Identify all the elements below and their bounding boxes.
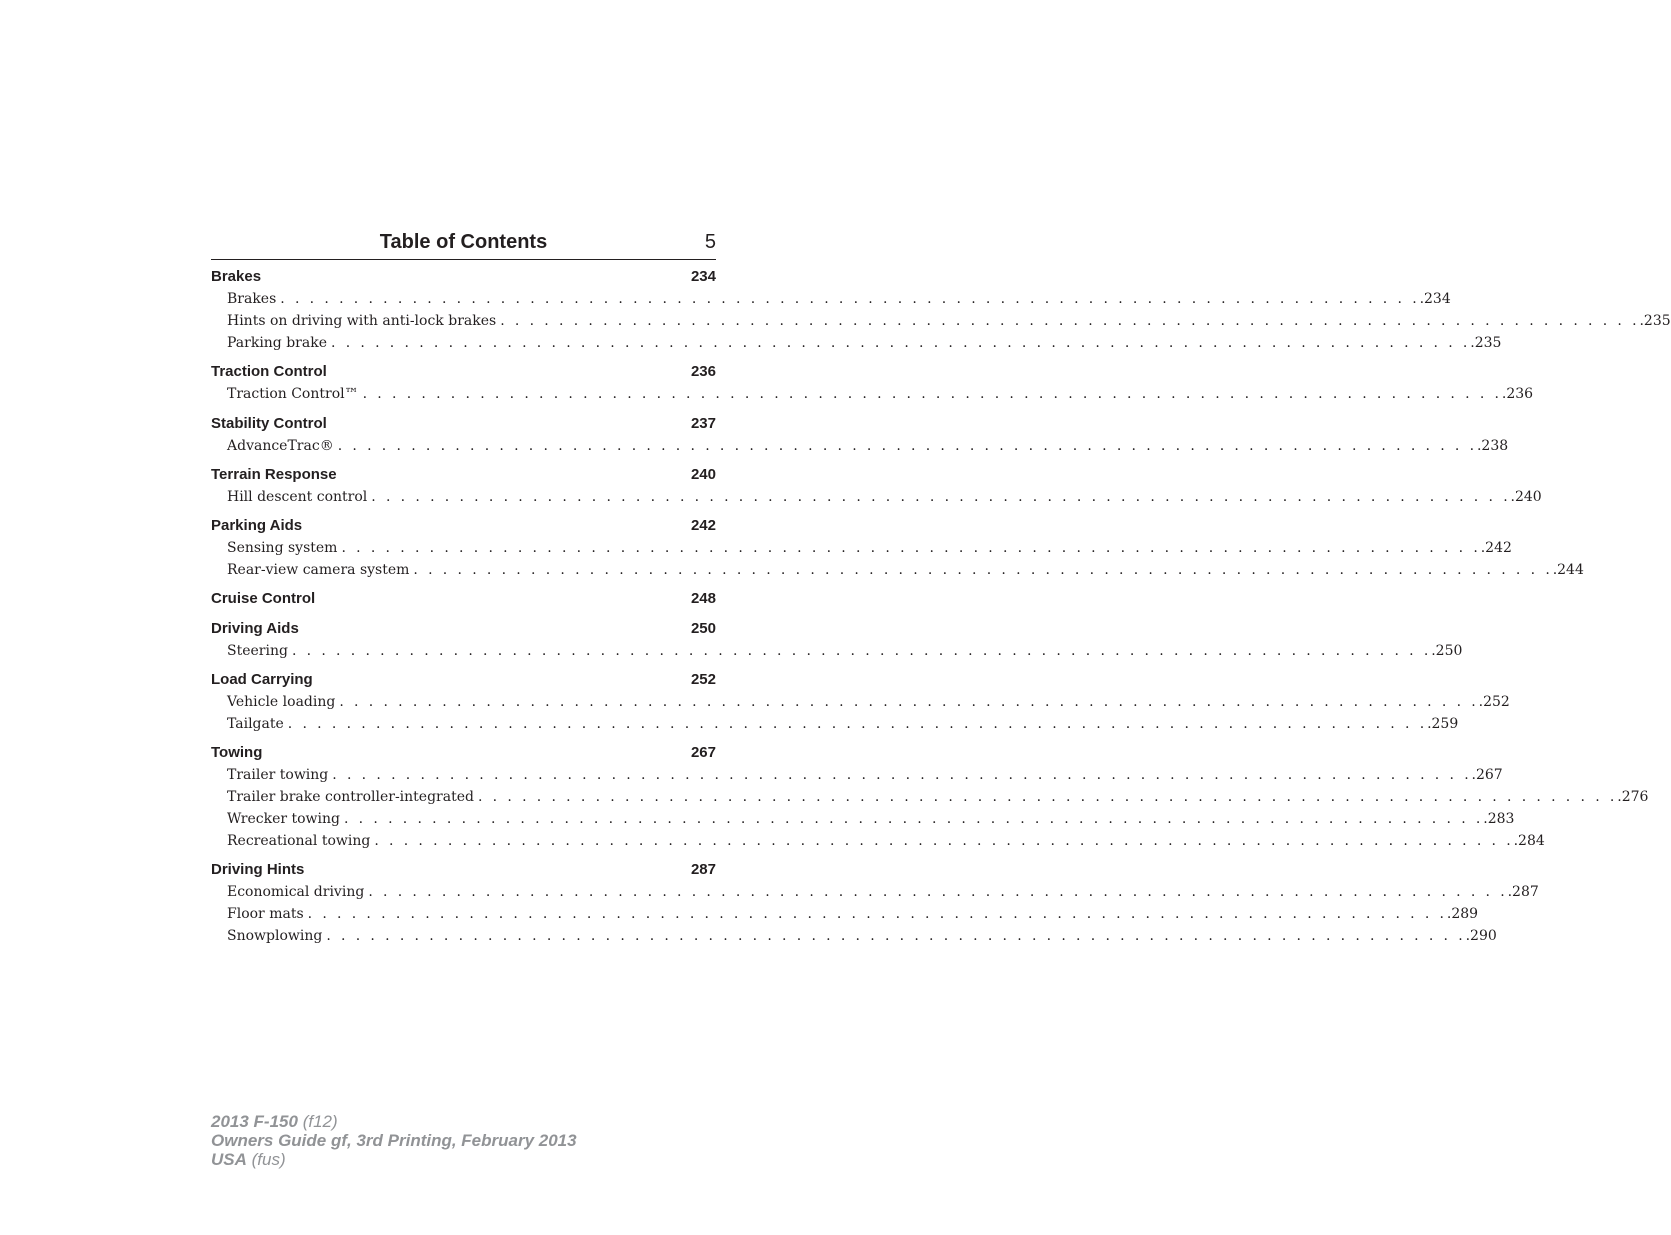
toc-section-title: Parking Aids [211,517,303,534]
toc-entry[interactable] [211,383,1534,405]
toc-section-page: 248 [690,590,716,607]
toc-entry-label: Rear-view camera system [227,561,410,578]
toc-section-title: Brakes [211,268,262,285]
toc-section-title: Stability Control [211,415,327,432]
page-footer [211,1112,577,1169]
toc-entry[interactable] [211,310,1671,332]
toc-entry-label: Traction Control™ [227,386,359,402]
toc-entry-page: .283 [1483,810,1515,827]
toc-entry-page: .236 [1501,386,1534,402]
page-title: Table of Contents [379,231,548,253]
toc-entry[interactable] [211,288,1451,310]
toc-section-page: 240 [690,466,716,483]
toc-leader-dots: . . . . . . . . . . . . . . . . . . . . . . . . . . . . . . . . . . . . . . . . . . . . . . . . . . . . . . . . . . . . . . . . . . . . . . . . . . . . . . [291,643,1432,659]
toc-entry-label: Parking brake [227,334,327,351]
toc-entry-page: .244 [1552,561,1584,578]
toc-section[interactable] [211,464,716,486]
toc-leader-dots: . . . . . . . . . . . . . . . . . . . . . . . . . . . . . . . . . . . . . . . . . . . . . . . . . . . . . . . . . . . . . . . . . . . . . . . . . . . . . . [371,489,1511,505]
toc-entry-page: .242 [1480,540,1512,556]
toc-entry-label: Wrecker towing [227,810,340,827]
toc-section[interactable] [211,515,716,537]
toc-entry-page: .252 [1478,694,1510,710]
toc-leader-dots: . . . . . . . . . . . . . . . . . . . . . . . . . . . . . . . . . . . . . . . . . . . . . . . . . . . . . . . . . . . . . . . . . . . . . . . . . . . . . . [413,561,1553,578]
toc-entry-page: .267 [1471,767,1503,783]
page-header [211,228,716,260]
toc-section-title: Cruise Control [211,590,316,607]
toc-section[interactable] [211,266,716,288]
toc-entry[interactable] [211,537,1512,559]
toc-section[interactable] [211,413,716,435]
toc-section-page: 236 [690,363,716,380]
toc-leader-dots: . . . . . . . . . . . . . . . . . . . . . . . . . . . . . . . . . . . . . . . . . . . . . . . . . . . . . . . . . . . . . . . . . . . . . . . . . . . . . . [362,386,1502,402]
toc-leader-dots: . . . . . . . . . . . . . . . . . . . . . . . . . . . . . . . . . . . . . . . . . . . . . . . . . . . . . . . . . . . . . . . . . . . . . . . . . . . . . . [331,334,1471,351]
toc-section[interactable] [211,859,716,881]
toc-entry-label: Economical driving [227,884,365,900]
toc-entry-page: .259 [1427,715,1459,732]
toc-entry-page: .240 [1510,489,1542,505]
toc-entry-label: Steering [227,643,288,659]
toc-entry-label: AdvanceTrac® [227,438,334,454]
toc-leader-dots: . . . . . . . . . . . . . . . . . . . . . . . . . . . . . . . . . . . . . . . . . . . . . . . . . . . . . . . . . . . . . . . . . . . . . . . . . . . . . . [341,540,1481,556]
toc-section-title: Towing [211,744,263,761]
toc-entry[interactable] [211,881,1539,903]
toc-entry-page: .235 [1639,312,1671,329]
toc-entry[interactable] [211,640,1463,662]
toc-section-page: 252 [690,671,716,688]
toc-section-page: 237 [690,415,716,432]
toc-entry-page: .238 [1476,438,1509,454]
toc-section-title: Driving Hints [211,861,305,878]
toc-leader-dots: . . . . . . . . . . . . . . . . . . . . . . . . . . . . . . . . . . . . . . . . . . . . . . . . . . . . . . . . . . . . . . . . . . . . . . . . . . . . . . [343,810,1484,827]
toc-entry-page: .284 [1513,832,1545,849]
toc-entry-page: .289 [1446,905,1479,922]
toc-entry[interactable] [211,691,1510,713]
toc-entry-label: Tailgate [227,715,284,732]
toc-leader-dots: . . . . . . . . . . . . . . . . . . . . . . . . . . . . . . . . . . . . . . . . . . . . . . . . . . . . . . . . . . . . . . . . . . . . . . . . . . . . . . [287,715,1428,732]
toc-entry-label: Recreational towing [227,832,371,849]
toc-entry-label: Brakes [227,291,277,307]
toc-entry[interactable] [211,830,1545,852]
toc-leader-dots: . . . . . . . . . . . . . . . . . . . . . . . . . . . . . . . . . . . . . . . . . . . . . . . . . . . . . . . . . . . . . . . . . . . . . . . . . . . . . . [477,788,1618,805]
toc-leader-dots: . . . . . . . . . . . . . . . . . . . . . . . . . . . . . . . . . . . . . . . . . . . . . . . . . . . . . . . . . . . . . . . . . . . . . . . . . . . . . . [326,927,1466,944]
toc-entry-label: Trailer towing [227,767,329,783]
toc-entry[interactable] [211,332,1502,354]
toc-entry-page: .287 [1507,884,1539,900]
toc-section-page: 287 [690,861,716,878]
page-number: 5 [704,231,716,253]
toc-entry[interactable] [211,435,1509,457]
toc-section-title: Driving Aids [211,620,299,637]
toc-entry[interactable] [211,903,1479,925]
toc-section-title: Terrain Response [211,466,337,483]
toc-entry-label: Vehicle loading [227,694,336,710]
toc-entry[interactable] [211,486,1542,508]
toc-section[interactable] [211,669,716,691]
toc-section-page: 267 [690,744,716,761]
toc-entry[interactable] [211,808,1515,830]
footer-model: 2013 F-150 [211,1112,298,1131]
toc-section-title: Load Carrying [211,671,313,688]
toc-leader-dots: . . . . . . . . . . . . . . . . . . . . . . . . . . . . . . . . . . . . . . . . . . . . . . . . . . . . . . . . . . . . . . . . . . . . . . . . . . . . . . [307,905,1447,922]
toc-entry-page: .250 [1431,643,1463,659]
toc-section-page: 250 [690,620,716,637]
footer-market-line [211,1150,577,1169]
toc-leader-dots: . . . . . . . . . . . . . . . . . . . . . . . . . . . . . . . . . . . . . . . . . . . . . . . . . . . . . . . . . . . . . . . . . . . . . . . . . . . . . . [368,884,1508,900]
toc-section[interactable] [211,361,716,383]
toc-entry-label: Snowplowing [227,927,323,944]
toc-leader-dots: . . . . . . . . . . . . . . . . . . . . . . . . . . . . . . . . . . . . . . . . . . . . . . . . . . . . . . . . . . . . . . . . . . . . . . . . . . . . . . [339,694,1479,710]
toc-section-page: 234 [690,268,716,285]
toc-entry-label: Sensing system [227,540,338,556]
toc-entry-page: .276 [1617,788,1649,805]
toc-entry-label: Hill descent control [227,489,368,505]
toc-section-page: 242 [690,517,716,534]
toc-leader-dots: . . . . . . . . . . . . . . . . . . . . . . . . . . . . . . . . . . . . . . . . . . . . . . . . . . . . . . . . . . . . . . . . . . . . . . . . . . . . . . [374,832,1514,849]
toc-entry-page: .234 [1419,291,1451,307]
toc-leader-dots: . . . . . . . . . . . . . . . . . . . . . . . . . . . . . . . . . . . . . . . . . . . . . . . . . . . . . . . . . . . . . . . . . . . . . . . . . . . . . . [280,291,1420,307]
toc-entry-page: .290 [1465,927,1497,944]
footer-market: USA [211,1150,247,1169]
toc-leader-dots: . . . . . . . . . . . . . . . . . . . . . . . . . . . . . . . . . . . . . . . . . . . . . . . . . . . . . . . . . . . . . . . . . . . . . . . . . . . . . . [500,312,1640,329]
toc-leader-dots: . . . . . . . . . . . . . . . . . . . . . . . . . . . . . . . . . . . . . . . . . . . . . . . . . . . . . . . . . . . . . . . . . . . . . . . . . . . . . . [337,438,1477,454]
toc-section-title: Traction Control [211,363,327,380]
footer-guide: Owners Guide gf, 3rd Printing, February 2013 [211,1131,577,1150]
footer-model-code: (f12) [302,1112,338,1131]
toc-section[interactable] [211,742,716,764]
footer-guide-line [211,1131,577,1150]
toc-entry-page: .235 [1470,334,1502,351]
toc-entry-label: Floor mats [227,905,304,922]
toc-entry-label: Trailer brake controller-integrated [227,788,474,805]
toc-entry[interactable] [211,786,1649,808]
toc-entry-label: Hints on driving with anti-lock brakes [227,312,497,329]
toc-section[interactable] [211,588,716,610]
footer-model-line [211,1112,577,1131]
toc-section[interactable] [211,618,716,640]
toc-entry[interactable] [211,559,1584,581]
footer-market-code: (fus) [251,1150,286,1169]
toc-entry[interactable] [211,925,1497,947]
toc-entry[interactable] [211,713,1459,735]
toc-leader-dots: . . . . . . . . . . . . . . . . . . . . . . . . . . . . . . . . . . . . . . . . . . . . . . . . . . . . . . . . . . . . . . . . . . . . . . . . . . . . . . [332,767,1472,783]
toc-entry[interactable] [211,764,1503,786]
